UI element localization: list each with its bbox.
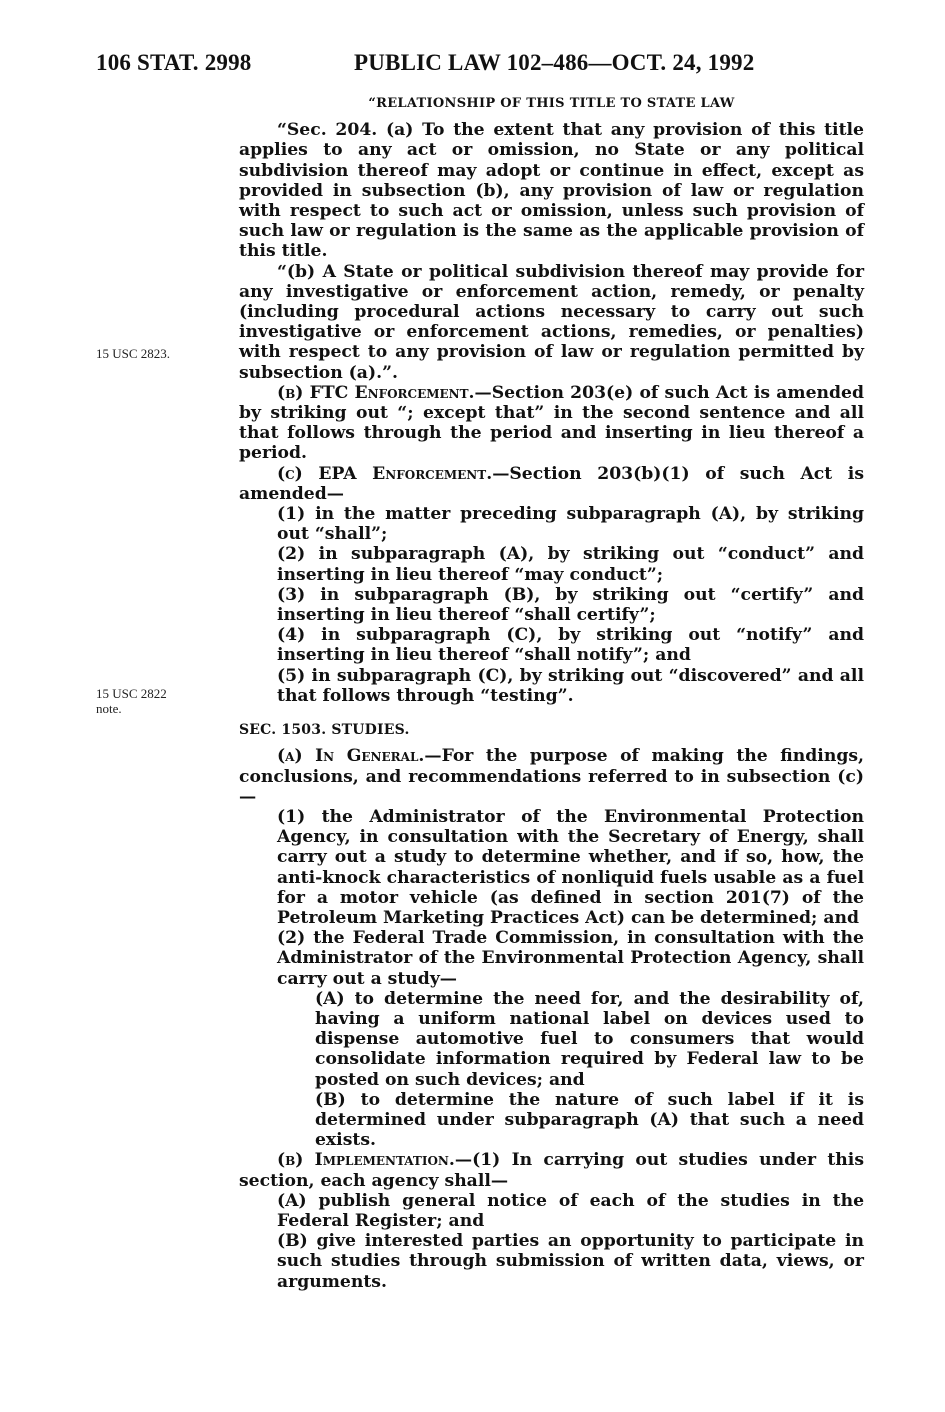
epa-item-3 bbox=[239, 585, 864, 625]
margin-note-line: 15 USC 2822 bbox=[96, 686, 167, 701]
in-general-item-1-text: (1) the Administrator of the Environmental Protection Agency, in consultation with the Secretary of Energy, shall carry out a study to determine whether, and if so, how, the anti-knock characteristics of nonliquid fuels usable as a fuel for a motor vehicle (as defined in section 201(7) of the Petroleum Marketing Practices Act) can be determined; and bbox=[277, 806, 864, 928]
epa-item-5-text: (5) in subparagraph (C), by striking out “discovered” and all that follows through “testing”. bbox=[277, 665, 864, 706]
paragraph-in-general bbox=[239, 746, 864, 807]
epa-item-5 bbox=[239, 666, 864, 706]
implementation-item-a-text: (A) publish general notice of each of the studies in the Federal Register; and bbox=[277, 1190, 864, 1231]
implementation-item-b-text: (B) give interested parties an opportunity to participate in such studies through submission of written data, views, or arguments. bbox=[277, 1231, 864, 1292]
epa-item-1 bbox=[239, 504, 864, 544]
epa-enforcement-text: —Section 203(b)(1) of such Act is amended— bbox=[239, 463, 865, 504]
in-general-item-2a-text: (A) to determine the need for, and the desirability of, having a uniform national label on devices used to dispense automotive fuel to consumers that would consolidate information required by Federal law to be posted on such devices; and bbox=[315, 988, 864, 1090]
margin-note-usc-2822 bbox=[96, 686, 226, 716]
epa-item-4-text: (4) in subparagraph (C), by striking out “notify” and inserting in lieu thereof “shall notify”; and bbox=[277, 625, 864, 666]
epa-item-1-text: (1) in the matter preceding subparagraph (A), by striking out “shall”; bbox=[277, 504, 864, 545]
epa-item-4 bbox=[239, 625, 864, 665]
epa-item-2-text: (2) in subparagraph (A), by striking out “conduct” and inserting in lieu thereof “may conduct”; bbox=[277, 544, 864, 585]
paragraph-epa-enforcement bbox=[239, 464, 864, 504]
in-general-item-2 bbox=[239, 928, 864, 989]
implementation-item-a bbox=[239, 1191, 864, 1231]
section-1503-heading: SEC. 1503. STUDIES. bbox=[239, 722, 410, 739]
epa-item-2 bbox=[239, 544, 864, 584]
margin-note-usc-2823: 15 USC 2823. bbox=[96, 346, 171, 361]
epa-enforcement-label: (c) EPA Enforcement. bbox=[277, 463, 493, 484]
in-general-item-1 bbox=[239, 807, 864, 928]
document-body bbox=[239, 94, 864, 1292]
paragraph-implementation bbox=[239, 1150, 864, 1190]
in-general-item-2-text: (2) the Federal Trade Commission, in consultation with the Administrator of the Environmental Protection Agency, shall carry out a study— bbox=[277, 928, 864, 989]
implementation-item-b bbox=[239, 1231, 864, 1292]
implementation-label: (b) Implementation. bbox=[277, 1150, 455, 1171]
paragraph-sec204-a: “Sec. 204. (a) To the extent that any provision of this title applies to any act or omission, no State or any political subdivision thereof may adopt or continue in effect, except as provided in subsection (b), any provision of law or regulation with respect to such act or omission, unless such provision of such law or regulation is the same as the applicable provision of this title. bbox=[239, 120, 864, 262]
statute-page-number: 106 STAT. 2998 bbox=[96, 50, 252, 75]
in-general-item-2b bbox=[239, 1090, 864, 1151]
ftc-enforcement-text: —Section 203(e) of such Act is amended by striking out “; except that” in the second sentence and all that follows through the period and inserting in lieu thereof a period. bbox=[239, 382, 864, 464]
in-general-item-2a bbox=[239, 989, 864, 1090]
in-general-item-2b-text: (B) to determine the nature of such label if it is determined under subparagraph (A) that such a need exists. bbox=[315, 1089, 864, 1151]
epa-item-3-text: (3) in subparagraph (B), by striking out “certify” and inserting in lieu thereof “shall certify”; bbox=[277, 584, 864, 626]
heading-state-law: “RELATIONSHIP OF THIS TITLE TO STATE LAW bbox=[368, 96, 735, 111]
paragraph-sec204-b: “(b) A State or political subdivision thereof may provide for any investigative or enforcement action, remedy, or penalty (including procedural actions necessary to carry out such investigative or enforcement actions, remedies, or penalties) with respect to any provision of law or regulation permitted by subsection (a).”. bbox=[239, 261, 864, 383]
margin-note-line: note. bbox=[96, 701, 122, 716]
ftc-enforcement-label: (b) FTC Enforcement. bbox=[277, 382, 475, 403]
in-general-text: —For the purpose of making the findings, conclusions, and recommendations referred to in subsection (c)— bbox=[239, 746, 864, 807]
implementation-text: —(1) In carrying out studies under this section, each agency shall— bbox=[239, 1150, 864, 1191]
in-general-label: (a) In General. bbox=[277, 746, 425, 767]
paragraph-ftc-enforcement bbox=[239, 383, 864, 464]
public-law-citation: PUBLIC LAW 102–486—OCT. 24, 1992 bbox=[354, 50, 755, 75]
